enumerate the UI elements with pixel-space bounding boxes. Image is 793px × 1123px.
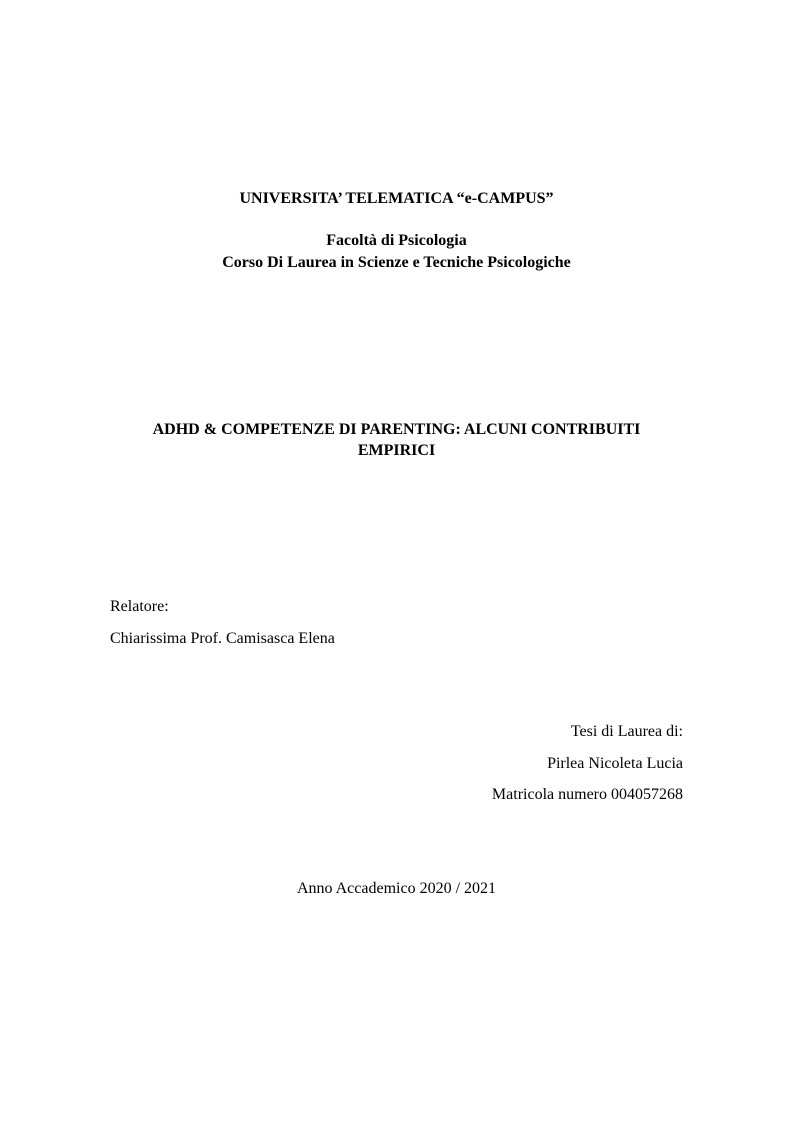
academic-year: Anno Accademico 2020 / 2021 <box>296 880 497 897</box>
candidate-matricola: Matricola numero 004057268 <box>491 786 683 803</box>
supervisor-label: Relatore: <box>110 598 169 615</box>
candidate-label: Tesi di Laurea di: <box>570 723 683 740</box>
candidate-name: Pirlea Nicoleta Lucia <box>547 755 683 772</box>
university-name: UNIVERSITA’ TELEMATICA “e-CAMPUS” <box>239 190 554 207</box>
thesis-title-line-2: EMPIRICI <box>357 442 436 459</box>
supervisor-name: Chiarissima Prof. Camisasca Elena <box>110 630 335 647</box>
course-name: Corso Di Laurea in Scienze e Tecniche Psicologiche <box>222 254 571 271</box>
thesis-title-line-1: ADHD & COMPETENZE DI PARENTING: ALCUNI CONTRIBUITI <box>152 421 641 438</box>
faculty-name: Facoltà di Psicologia <box>326 232 467 249</box>
